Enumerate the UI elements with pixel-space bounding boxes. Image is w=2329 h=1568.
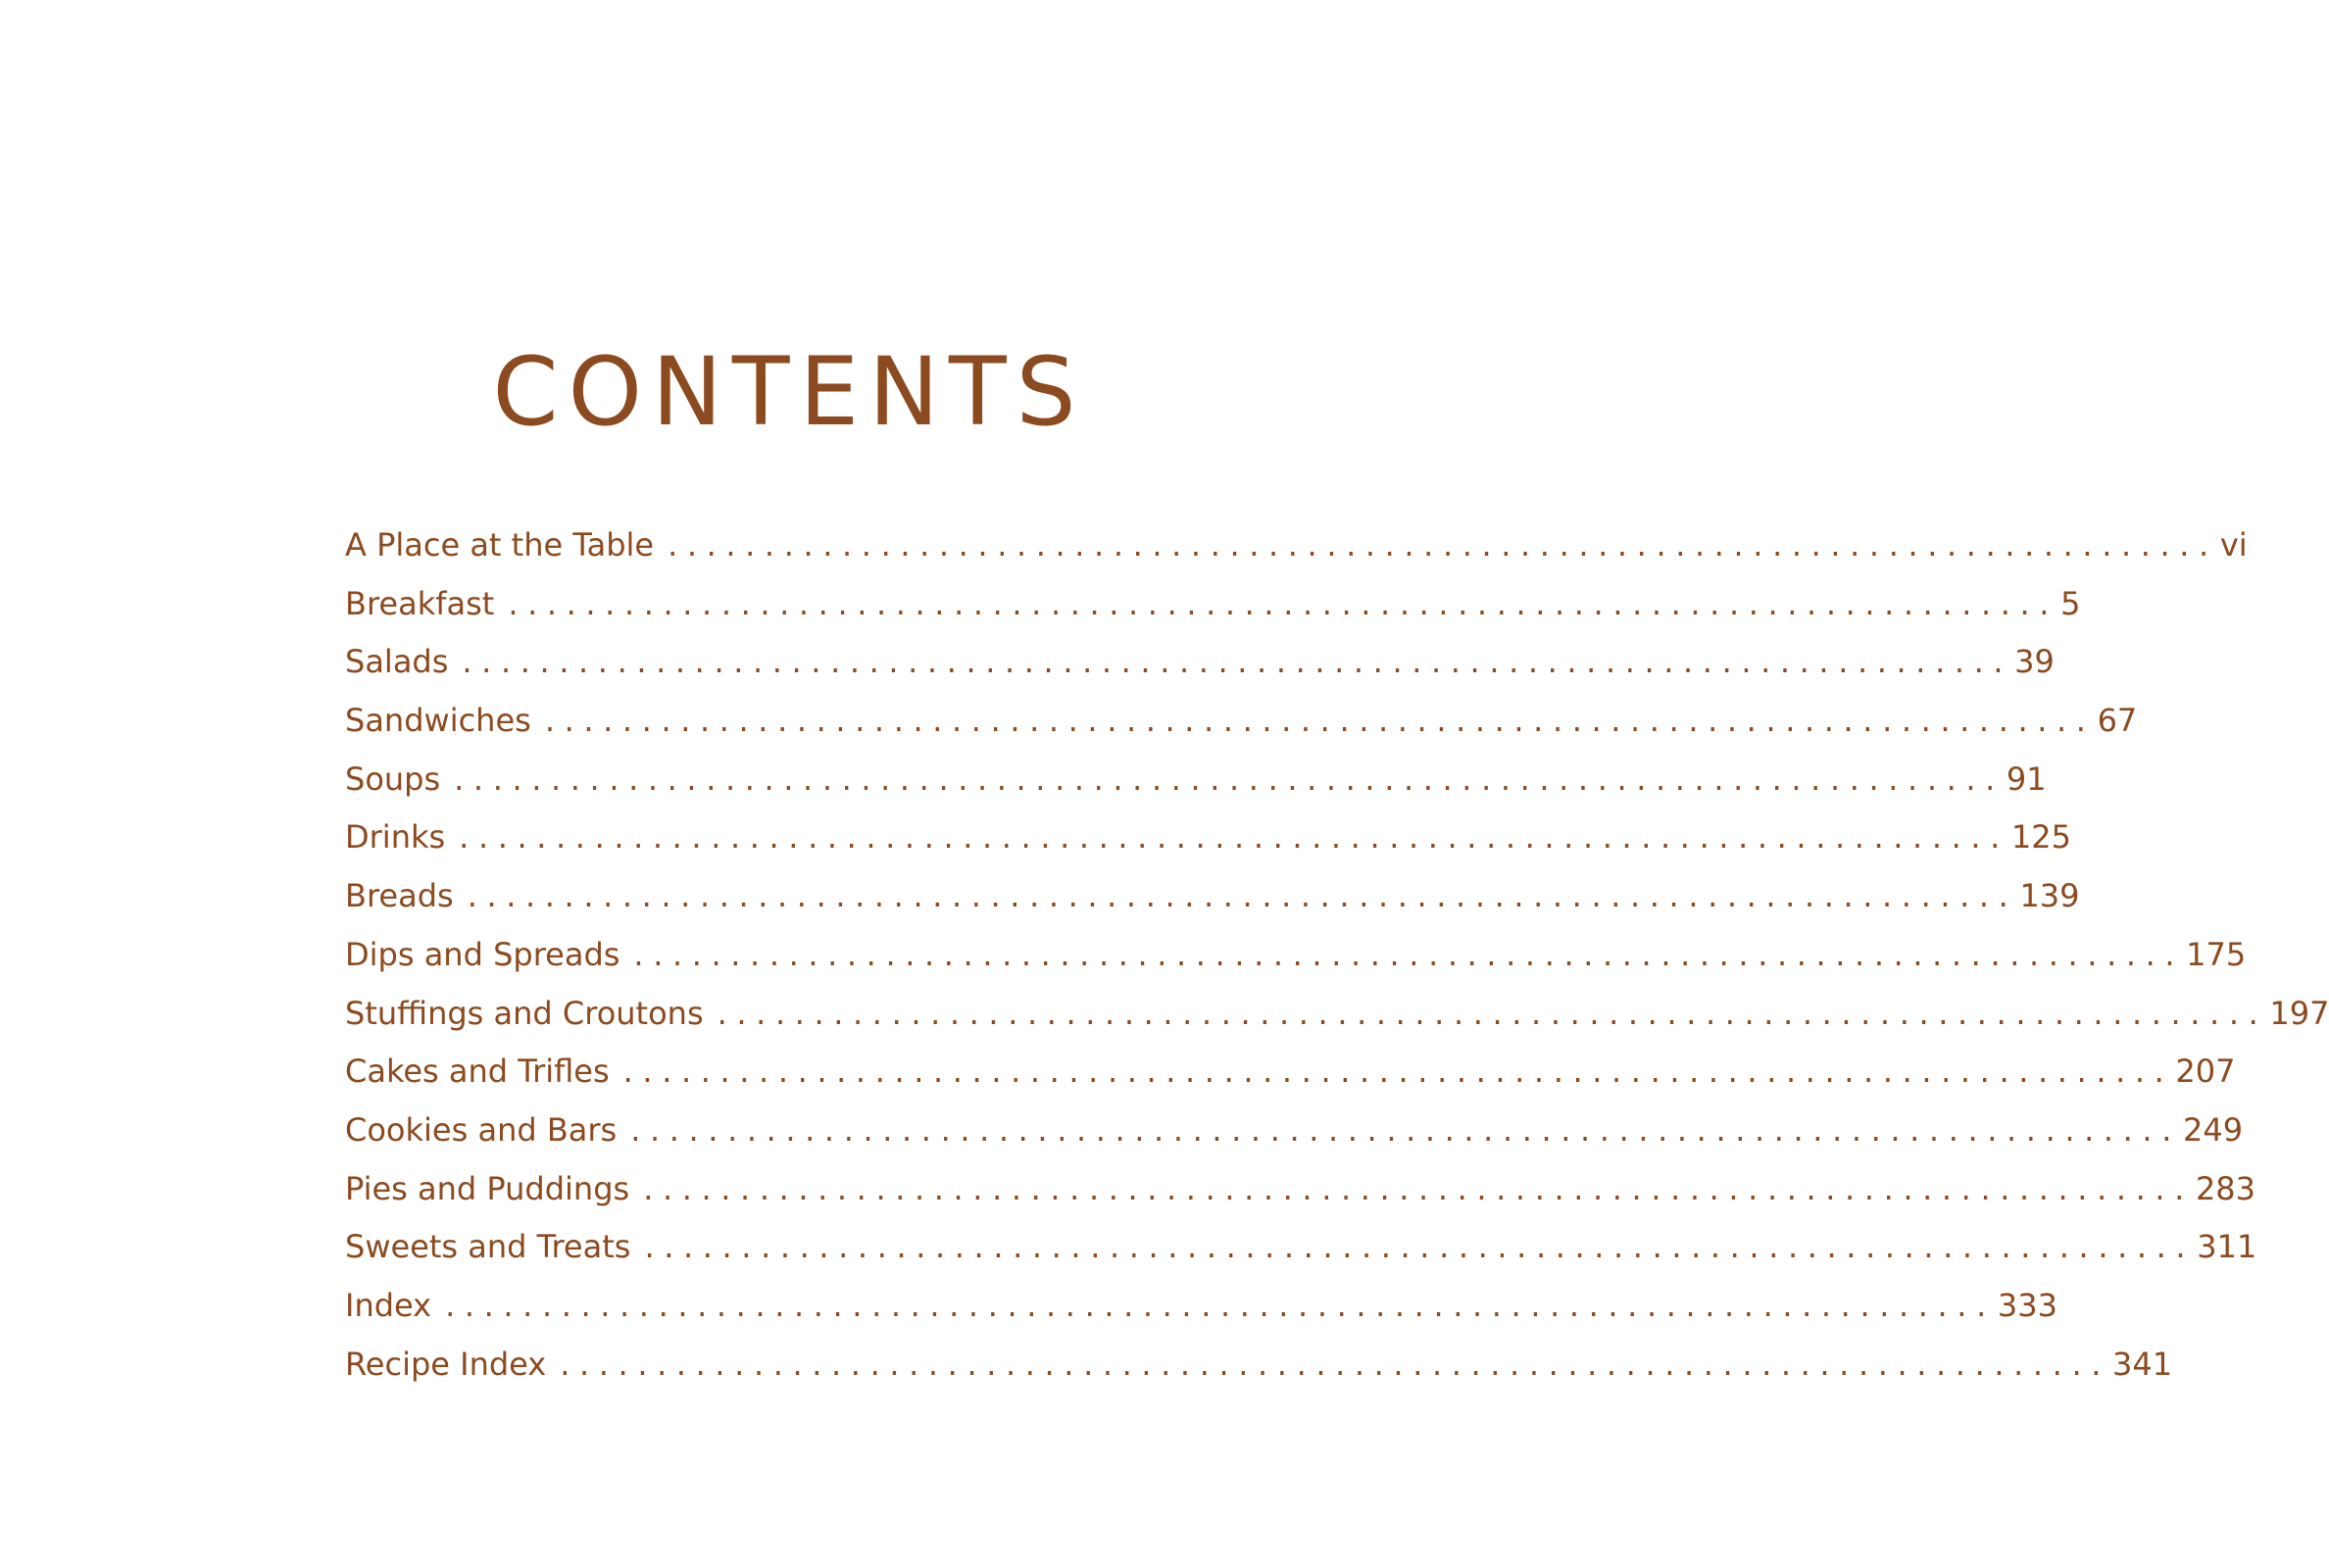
- toc-entry-label: Breads: [345, 877, 454, 915]
- dot-leader: ................................................................................: [467, 877, 2018, 915]
- toc-entry[interactable]: [345, 1227, 2257, 1286]
- dot-leader: ................................................................................: [459, 818, 2009, 857]
- table-of-contents: [345, 525, 2329, 1402]
- toc-entry-page-number: 311: [2197, 1228, 2257, 1266]
- toc-entry[interactable]: [345, 642, 2055, 701]
- toc-entry-label: A Place at the Table: [345, 526, 655, 564]
- toc-entry-page-number: vi: [2219, 526, 2248, 564]
- dot-leader: ................................................................................: [445, 1286, 1996, 1324]
- toc-entry-label: Stuffings and Croutons: [345, 994, 704, 1032]
- toc-entry-label: Breakfast: [345, 584, 495, 622]
- toc-entry-page-number: 197: [2269, 994, 2329, 1032]
- toc-entry-page-number: 5: [2060, 584, 2081, 622]
- toc-entry[interactable]: [345, 584, 2081, 643]
- toc-entry-page-number: 207: [2175, 1053, 2236, 1091]
- toc-entry-label: Cookies and Bars: [345, 1110, 618, 1149]
- toc-entry[interactable]: [345, 760, 2047, 818]
- toc-entry[interactable]: [345, 817, 2071, 876]
- dot-leader: ................................................................................: [544, 702, 2096, 740]
- toc-entry-label: Soups: [345, 760, 441, 798]
- toc-entry[interactable]: [345, 1345, 2173, 1403]
- dot-leader: ................................................................................: [622, 1053, 2174, 1091]
- toc-entry-page-number: 175: [2186, 935, 2247, 973]
- toc-entry-page-number: 39: [2014, 643, 2055, 681]
- toc-entry-page-number: 91: [2006, 760, 2047, 798]
- toc-entry-page-number: 67: [2097, 702, 2138, 740]
- toc-entry[interactable]: [345, 1169, 2256, 1228]
- toc-entry[interactable]: [345, 525, 2248, 584]
- toc-entry[interactable]: [345, 1286, 2057, 1345]
- dot-leader: ................................................................................: [630, 1110, 2181, 1149]
- dot-leader: ................................................................................: [462, 643, 2013, 681]
- toc-entry-label: Cakes and Trifles: [345, 1053, 610, 1091]
- toc-entry-page-number: 125: [2010, 818, 2071, 857]
- toc-entry-label: Drinks: [345, 818, 446, 857]
- toc-entry[interactable]: [345, 935, 2247, 994]
- dot-leader: ................................................................................: [633, 935, 2185, 973]
- toc-entry-label: Dips and Spreads: [345, 935, 620, 973]
- dot-leader: ................................................................................: [668, 526, 2218, 564]
- dot-leader: ................................................................................: [560, 1345, 2110, 1383]
- dot-leader: ................................................................................: [644, 1228, 2196, 1266]
- toc-entry-page-number: 333: [1997, 1286, 2057, 1324]
- toc-entry-label: Sweets and Treats: [345, 1228, 631, 1266]
- dot-leader: ................................................................................: [717, 994, 2268, 1032]
- toc-entry-page-number: 341: [2111, 1345, 2173, 1383]
- toc-entry-page-number: 139: [2019, 877, 2080, 915]
- toc-entry[interactable]: [345, 701, 2138, 760]
- toc-entry-label: Index: [345, 1286, 432, 1324]
- toc-entry-page-number: 249: [2182, 1110, 2244, 1149]
- toc-entry-label: Recipe Index: [345, 1345, 547, 1383]
- toc-entry-label: Pies and Puddings: [345, 1169, 630, 1207]
- toc-entry-page-number: 283: [2195, 1169, 2256, 1207]
- dot-leader: ................................................................................: [508, 584, 2059, 622]
- toc-entry-label: Sandwiches: [345, 702, 531, 740]
- toc-entry[interactable]: [345, 994, 2329, 1053]
- dot-leader: ................................................................................: [643, 1169, 2194, 1207]
- page-title: CONTENTS: [492, 337, 1086, 447]
- toc-entry[interactable]: [345, 1110, 2244, 1169]
- toc-entry[interactable]: [345, 1052, 2236, 1110]
- toc-entry[interactable]: [345, 876, 2080, 935]
- dot-leader: ................................................................................: [454, 760, 2005, 798]
- toc-entry-label: Salads: [345, 643, 449, 681]
